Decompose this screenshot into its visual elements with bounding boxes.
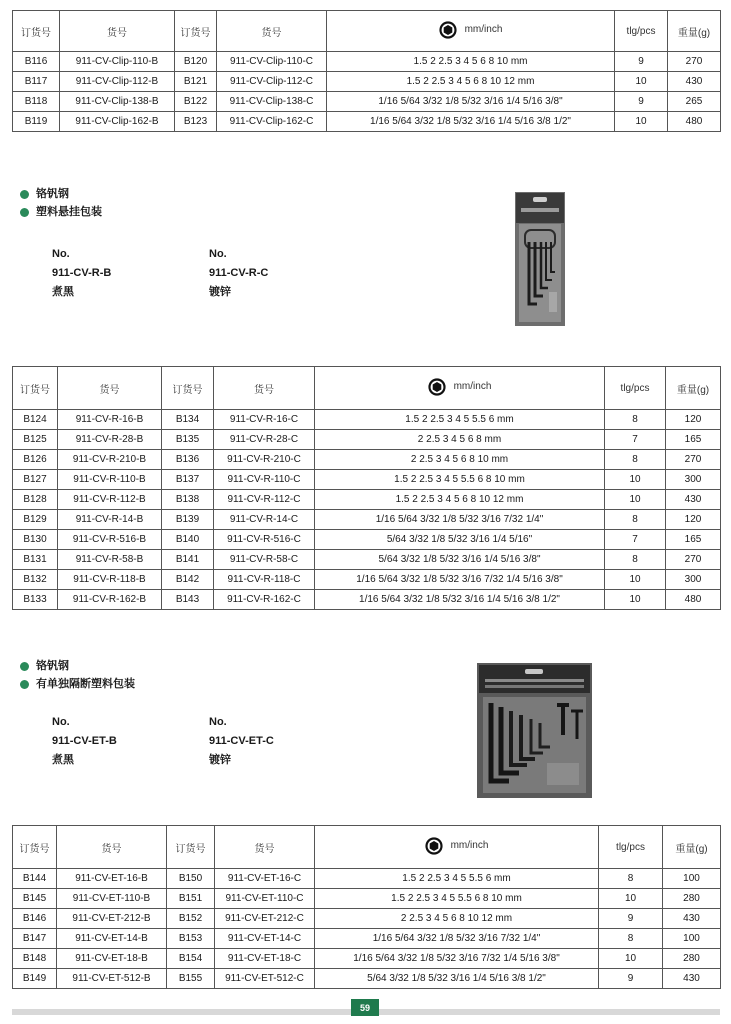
table-row xyxy=(13,550,721,570)
order-no-cell: B148 xyxy=(13,949,57,969)
item-no-cell: 911-CV-R-28-B xyxy=(58,430,162,450)
item-no-cell: 911-CV-R-16-B xyxy=(58,410,162,430)
weight-cell: 100 xyxy=(663,869,721,889)
order-no-cell: B138 xyxy=(162,490,214,510)
pieces-cell: 9 xyxy=(615,92,668,112)
model-code: 911-CV-ET-B xyxy=(52,735,117,747)
table-row xyxy=(13,869,721,889)
size-cell: 2 2.5 3 4 5 6 8 10 mm xyxy=(315,450,605,470)
model-no-label: No. xyxy=(209,248,227,260)
order-no-cell: B151 xyxy=(167,889,215,909)
order-no-cell: B134 xyxy=(162,410,214,430)
item-no-cell: 911-CV-R-118-C xyxy=(214,570,315,590)
model-no-label: No. xyxy=(52,248,70,260)
order-no-cell: B147 xyxy=(13,929,57,949)
weight-cell: 270 xyxy=(668,52,721,72)
table-row xyxy=(13,510,721,530)
table-row xyxy=(13,52,721,72)
item-no-cell: 911-CV-R-210-C xyxy=(214,450,315,470)
bullet-icon xyxy=(20,662,29,671)
order-no-cell: B125 xyxy=(13,430,58,450)
table-row xyxy=(13,430,721,450)
order-no-cell: B120 xyxy=(175,52,217,72)
pieces-cell: 7 xyxy=(605,530,666,550)
model-column-c xyxy=(209,245,359,302)
table-body xyxy=(13,410,721,610)
spec-table-r xyxy=(12,366,721,610)
item-no-cell: 911-CV-ET-512-B xyxy=(57,969,167,989)
feature-list-r xyxy=(20,185,102,221)
pieces-cell: 8 xyxy=(605,550,666,570)
pieces-cell: 8 xyxy=(605,510,666,530)
item-no-cell: 911-CV-R-58-C xyxy=(214,550,315,570)
order-no-cell: B137 xyxy=(162,470,214,490)
weight-cell: 480 xyxy=(666,590,721,610)
order-no-cell: B153 xyxy=(167,929,215,949)
order-no-cell: B129 xyxy=(13,510,58,530)
size-cell: 1/16 5/64 3/32 1/8 5/32 3/16 7/32 1/4 5/16 3/8" xyxy=(315,570,605,590)
table-header-row xyxy=(13,826,721,869)
feature-text: 铬钒钢 xyxy=(36,188,69,200)
size-cell: 1/16 5/64 3/32 1/8 5/32 3/16 7/32 1/4" xyxy=(315,510,605,530)
item-no-cell: 911-CV-Clip-110-B xyxy=(60,52,175,72)
weight-cell: 100 xyxy=(663,929,721,949)
size-cell: 1.5 2 2.5 3 4 5 5.5 6 mm xyxy=(315,410,605,430)
product-photo-box-pack xyxy=(477,663,592,798)
order-no-cell: B154 xyxy=(167,949,215,969)
item-no-cell: 911-CV-R-112-C xyxy=(214,490,315,510)
size-header-label: mm/inch xyxy=(450,840,489,851)
order-no-cell: B149 xyxy=(13,969,57,989)
pieces-cell: 9 xyxy=(615,52,668,72)
weight-cell: 430 xyxy=(666,490,721,510)
size-cell: 1/16 5/64 3/32 1/8 5/32 3/16 7/32 1/4" xyxy=(315,929,599,949)
item-no-cell: 911-CV-Clip-112-C xyxy=(217,72,327,92)
item-no-cell: 911-CV-Clip-162-B xyxy=(60,112,175,132)
order-no-cell: B126 xyxy=(13,450,58,470)
item-no-cell: 911-CV-ET-212-C xyxy=(215,909,315,929)
size-header-label: mm/inch xyxy=(453,381,492,392)
model-finish: 煮黑 xyxy=(52,286,74,298)
weight-cell: 270 xyxy=(666,450,721,470)
size-cell: 1/16 5/64 3/32 1/8 5/32 3/16 7/32 1/4 5/16 3/8" xyxy=(315,949,599,969)
item-no-cell: 911-CV-ET-110-B xyxy=(57,889,167,909)
bullet-icon xyxy=(20,208,29,217)
size-cell: 1.5 2 2.5 3 4 5 6 8 10 12 mm xyxy=(327,72,615,92)
table-body xyxy=(13,869,721,989)
item-no-header: 货号 xyxy=(58,367,162,410)
model-no-label: No. xyxy=(52,716,70,728)
size-cell: 2 2.5 3 4 5 6 8 10 12 mm xyxy=(315,909,599,929)
model-finish: 煮黑 xyxy=(52,754,74,766)
item-no-header: 货号 xyxy=(60,11,175,52)
order-no-cell: B124 xyxy=(13,410,58,430)
order-no-header: 订货号 xyxy=(175,11,217,52)
order-no-cell: B144 xyxy=(13,869,57,889)
item-no-cell: 911-CV-Clip-112-B xyxy=(60,72,175,92)
model-code: 911-CV-ET-C xyxy=(209,735,274,747)
order-no-cell: B141 xyxy=(162,550,214,570)
item-no-header: 货号 xyxy=(215,826,315,869)
pieces-cell: 8 xyxy=(599,869,663,889)
weight-header: 重量(g) xyxy=(666,367,721,410)
size-cell: 1/16 5/64 3/32 1/8 5/32 3/16 1/4 5/16 3/8 1/2" xyxy=(315,590,605,610)
feature-text: 铬钒钢 xyxy=(36,660,69,672)
feature-text: 有单独隔断塑料包装 xyxy=(36,678,135,690)
item-no-cell: 911-CV-R-112-B xyxy=(58,490,162,510)
size-header xyxy=(327,11,615,52)
order-no-cell: B146 xyxy=(13,909,57,929)
product-photo-hanging-pack xyxy=(515,192,565,326)
item-no-cell: 911-CV-ET-212-B xyxy=(57,909,167,929)
item-no-cell: 911-CV-R-28-C xyxy=(214,430,315,450)
item-no-cell: 911-CV-ET-16-C xyxy=(215,869,315,889)
model-column-b xyxy=(52,713,202,770)
size-header xyxy=(315,367,605,410)
weight-cell: 280 xyxy=(663,949,721,969)
feature-item xyxy=(20,203,102,221)
size-cell: 1.5 2 2.5 3 4 5 6 8 10 mm xyxy=(327,52,615,72)
table-row xyxy=(13,949,721,969)
item-no-header: 货号 xyxy=(217,11,327,52)
pieces-cell: 7 xyxy=(605,430,666,450)
size-header xyxy=(315,826,599,869)
item-no-cell: 911-CV-R-516-B xyxy=(58,530,162,550)
pieces-cell: 10 xyxy=(615,112,668,132)
size-cell: 1.5 2 2.5 3 4 5 6 8 10 12 mm xyxy=(315,490,605,510)
order-no-cell: B155 xyxy=(167,969,215,989)
item-no-cell: 911-CV-R-210-B xyxy=(58,450,162,470)
bullet-icon xyxy=(20,680,29,689)
order-no-cell: B131 xyxy=(13,550,58,570)
order-no-cell: B128 xyxy=(13,490,58,510)
weight-cell: 165 xyxy=(666,530,721,550)
table-row xyxy=(13,410,721,430)
weight-cell: 270 xyxy=(666,550,721,570)
weight-header: 重量(g) xyxy=(663,826,721,869)
item-no-cell: 911-CV-ET-14-C xyxy=(215,929,315,949)
table-row xyxy=(13,92,721,112)
model-no-label: No. xyxy=(209,716,227,728)
pieces-cell: 10 xyxy=(605,590,666,610)
bullet-icon xyxy=(20,190,29,199)
weight-cell: 430 xyxy=(663,969,721,989)
item-no-cell: 911-CV-Clip-162-C xyxy=(217,112,327,132)
spec-table-clip xyxy=(12,10,721,132)
item-no-cell: 911-CV-R-58-B xyxy=(58,550,162,570)
size-cell: 5/64 3/32 1/8 5/32 3/16 1/4 5/16 3/8 1/2" xyxy=(315,969,599,989)
size-cell: 1.5 2 2.5 3 4 5 5.5 6 mm xyxy=(315,869,599,889)
table-row xyxy=(13,889,721,909)
pieces-cell: 10 xyxy=(615,72,668,92)
table-row xyxy=(13,112,721,132)
order-no-header: 订货号 xyxy=(167,826,215,869)
size-cell: 1.5 2 2.5 3 4 5 5.5 6 8 10 mm xyxy=(315,470,605,490)
model-code: 911-CV-R-C xyxy=(209,267,269,279)
item-no-cell: 911-CV-R-14-B xyxy=(58,510,162,530)
page-number: 59 xyxy=(351,999,379,1016)
item-no-cell: 911-CV-ET-14-B xyxy=(57,929,167,949)
order-no-cell: B132 xyxy=(13,570,58,590)
table-header-row xyxy=(13,11,721,52)
order-no-cell: B117 xyxy=(13,72,60,92)
model-column-b xyxy=(52,245,202,302)
pieces-cell: 9 xyxy=(599,909,663,929)
size-cell: 5/64 3/32 1/8 5/32 3/16 1/4 5/16" xyxy=(315,530,605,550)
order-no-cell: B139 xyxy=(162,510,214,530)
size-header-label: mm/inch xyxy=(464,24,503,35)
hex-socket-icon xyxy=(428,378,446,396)
weight-cell: 430 xyxy=(663,909,721,929)
table-row xyxy=(13,530,721,550)
order-no-cell: B145 xyxy=(13,889,57,909)
pieces-cell: 10 xyxy=(599,949,663,969)
item-no-cell: 911-CV-Clip-110-C xyxy=(217,52,327,72)
pieces-cell: 8 xyxy=(605,450,666,470)
size-cell: 5/64 3/32 1/8 5/32 3/16 1/4 5/16 3/8" xyxy=(315,550,605,570)
order-no-cell: B116 xyxy=(13,52,60,72)
order-no-cell: B123 xyxy=(175,112,217,132)
order-no-cell: B135 xyxy=(162,430,214,450)
hex-socket-icon xyxy=(425,837,443,855)
order-no-header: 订货号 xyxy=(13,826,57,869)
item-no-cell: 911-CV-R-110-B xyxy=(58,470,162,490)
table-row xyxy=(13,909,721,929)
weight-cell: 300 xyxy=(666,570,721,590)
order-no-cell: B127 xyxy=(13,470,58,490)
pieces-cell: 10 xyxy=(599,889,663,909)
pieces-cell: 9 xyxy=(599,969,663,989)
order-no-header: 订货号 xyxy=(13,11,60,52)
item-no-cell: 911-CV-ET-18-C xyxy=(215,949,315,969)
item-no-cell: 911-CV-ET-18-B xyxy=(57,949,167,969)
order-no-header: 订货号 xyxy=(13,367,58,410)
table-row xyxy=(13,929,721,949)
weight-cell: 280 xyxy=(663,889,721,909)
size-cell: 1/16 5/64 3/32 1/8 5/32 3/16 1/4 5/16 3/8" xyxy=(327,92,615,112)
order-no-cell: B118 xyxy=(13,92,60,112)
table-row xyxy=(13,969,721,989)
item-no-cell: 911-CV-ET-110-C xyxy=(215,889,315,909)
order-no-cell: B133 xyxy=(13,590,58,610)
feature-text: 塑料悬挂包装 xyxy=(36,206,102,218)
table-row xyxy=(13,490,721,510)
weight-header: 重量(g) xyxy=(668,11,721,52)
hex-socket-icon xyxy=(439,21,457,39)
pieces-cell: 8 xyxy=(605,410,666,430)
table-body xyxy=(13,52,721,132)
feature-item xyxy=(20,185,102,203)
model-finish: 镀锌 xyxy=(209,754,231,766)
weight-cell: 120 xyxy=(666,510,721,530)
order-no-cell: B150 xyxy=(167,869,215,889)
weight-cell: 480 xyxy=(668,112,721,132)
item-no-cell: 911-CV-R-14-C xyxy=(214,510,315,530)
weight-cell: 120 xyxy=(666,410,721,430)
table-row xyxy=(13,450,721,470)
order-no-cell: B152 xyxy=(167,909,215,929)
item-no-header: 货号 xyxy=(214,367,315,410)
model-finish: 镀锌 xyxy=(209,286,231,298)
pieces-cell: 10 xyxy=(605,490,666,510)
item-no-cell: 911-CV-R-110-C xyxy=(214,470,315,490)
order-no-cell: B136 xyxy=(162,450,214,470)
item-no-cell: 911-CV-R-162-C xyxy=(214,590,315,610)
spec-table-et xyxy=(12,825,721,989)
item-no-header: 货号 xyxy=(57,826,167,869)
table-row xyxy=(13,470,721,490)
order-no-cell: B140 xyxy=(162,530,214,550)
feature-item xyxy=(20,657,135,675)
item-no-cell: 911-CV-R-16-C xyxy=(214,410,315,430)
weight-cell: 430 xyxy=(668,72,721,92)
item-no-cell: 911-CV-R-162-B xyxy=(58,590,162,610)
table-row xyxy=(13,72,721,92)
feature-list-et xyxy=(20,657,135,693)
table-header-row xyxy=(13,367,721,410)
weight-cell: 300 xyxy=(666,470,721,490)
feature-item xyxy=(20,675,135,693)
table-row xyxy=(13,590,721,610)
size-cell: 2 2.5 3 4 5 6 8 mm xyxy=(315,430,605,450)
model-code: 911-CV-R-B xyxy=(52,267,112,279)
item-no-cell: 911-CV-ET-16-B xyxy=(57,869,167,889)
item-no-cell: 911-CV-Clip-138-C xyxy=(217,92,327,112)
order-no-cell: B121 xyxy=(175,72,217,92)
order-no-cell: B143 xyxy=(162,590,214,610)
table-row xyxy=(13,570,721,590)
size-cell: 1/16 5/64 3/32 1/8 5/32 3/16 1/4 5/16 3/8 1/2" xyxy=(327,112,615,132)
order-no-header: 订货号 xyxy=(162,367,214,410)
model-column-c xyxy=(209,713,359,770)
pieces-header: tlg/pcs xyxy=(605,367,666,410)
weight-cell: 165 xyxy=(666,430,721,450)
order-no-cell: B122 xyxy=(175,92,217,112)
item-no-cell: 911-CV-R-516-C xyxy=(214,530,315,550)
item-no-cell: 911-CV-Clip-138-B xyxy=(60,92,175,112)
item-no-cell: 911-CV-ET-512-C xyxy=(215,969,315,989)
order-no-cell: B130 xyxy=(13,530,58,550)
size-cell: 1.5 2 2.5 3 4 5 5.5 6 8 10 mm xyxy=(315,889,599,909)
pieces-cell: 10 xyxy=(605,470,666,490)
item-no-cell: 911-CV-R-118-B xyxy=(58,570,162,590)
order-no-cell: B119 xyxy=(13,112,60,132)
pieces-header: tlg/pcs xyxy=(599,826,663,869)
order-no-cell: B142 xyxy=(162,570,214,590)
weight-cell: 265 xyxy=(668,92,721,112)
pieces-cell: 8 xyxy=(599,929,663,949)
pieces-header: tlg/pcs xyxy=(615,11,668,52)
pieces-cell: 10 xyxy=(605,570,666,590)
